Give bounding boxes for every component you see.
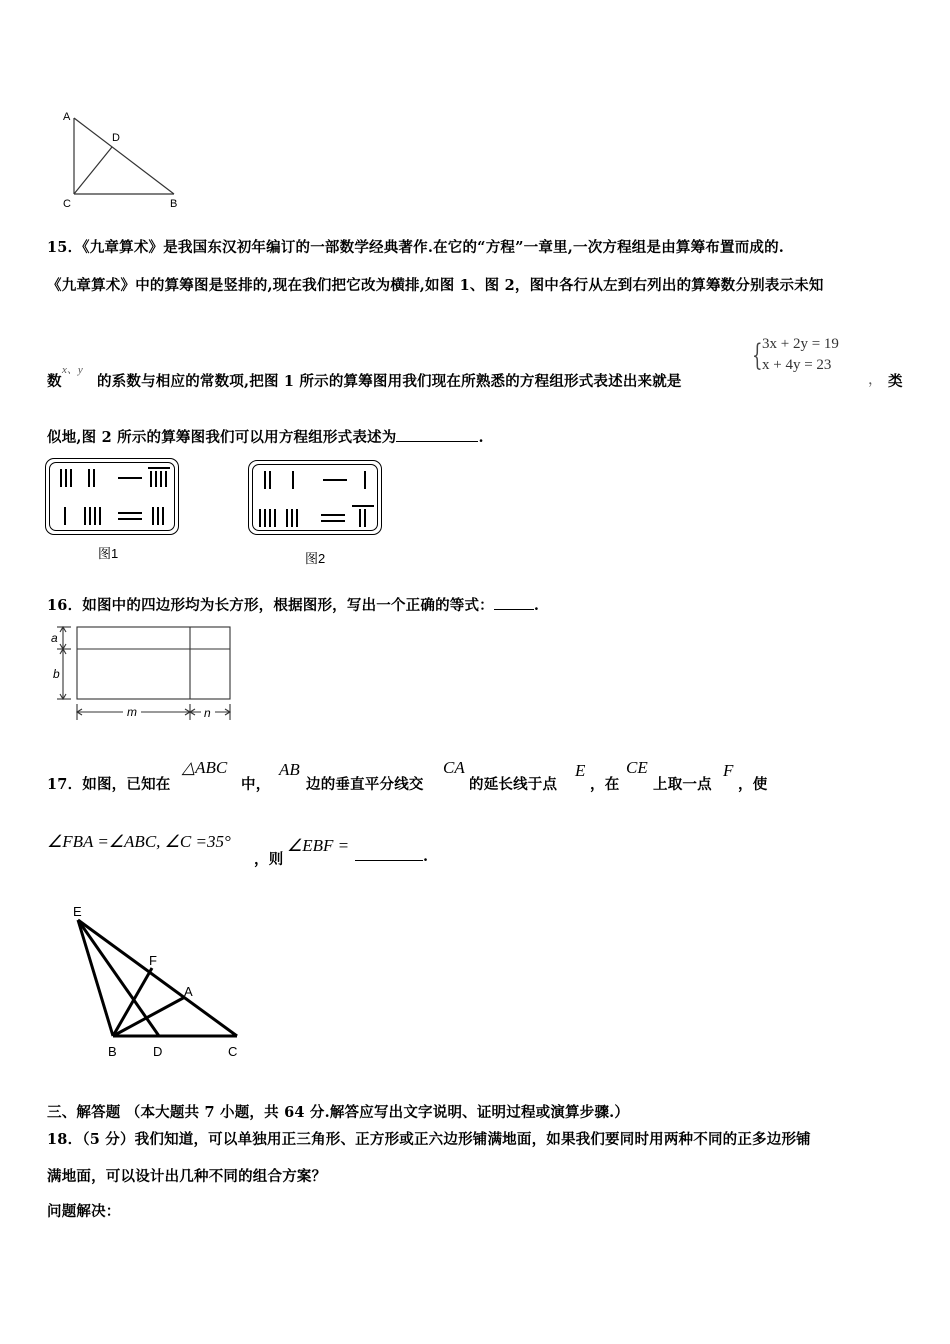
q17-ab: AB [279, 760, 300, 779]
label-b: B [170, 198, 178, 210]
label-m-dim: m [127, 705, 137, 719]
counting-rod-figure-1 [45, 458, 179, 535]
q15-answer-blank[interactable] [396, 441, 478, 442]
q17-p5: ，在 [590, 776, 620, 793]
q17-f: F [723, 761, 734, 780]
q17-condition: ∠FBA =∠ABC, ∠C =35° [47, 832, 231, 851]
q18-solve-label: 问题解决： [47, 1203, 121, 1220]
q15-comma: ， [868, 372, 883, 388]
left-brace: { [752, 338, 763, 373]
q17-ce: CE [626, 758, 648, 777]
q17-p4: 的延长线于点 [469, 776, 558, 793]
q17-p1: 17．如图，已知在 [47, 776, 171, 793]
q17-then: ，则 [254, 851, 284, 868]
q16-answer-blank[interactable] [494, 609, 534, 610]
section-3-title: 三、解答题 （本大题共 7 小题，共 64 分.解答应写出文字说明、证明过程或演算步骤.） [47, 1104, 630, 1121]
label-d: D [153, 1044, 163, 1059]
triangle-figure-14 [58, 108, 188, 213]
q15-line3-prefix: 数 [47, 373, 62, 390]
label-b-dim: b [53, 667, 60, 681]
q17-e: E [575, 761, 586, 780]
triangle-figure-17 [65, 900, 255, 1065]
q16-line [47, 594, 539, 615]
q15-line3-mid: 的系数与相应的常数项,把图 1 所示的算筹图用我们现在所熟悉的方程组形式表述出来就是 [97, 373, 682, 390]
q15-line4-text: 似地,图 2 所示的算筹图我们可以用方程组形式表述为 [47, 429, 397, 446]
q15-variables: x、y [62, 364, 83, 376]
label-e: E [73, 904, 82, 919]
q17-end: . [423, 848, 429, 865]
label-c: C [228, 1044, 238, 1059]
q15-line2: 《九章算术》中的算筹图是竖排的,现在我们把它改为横排,如图 1、图 2，图中各行从左到右列出的算筹数分别表示未知 [47, 277, 824, 294]
label-a: A [184, 984, 193, 999]
label-f: F [149, 953, 157, 968]
q18-line1: 18．（5 分）我们知道，可以单独用正三角形、正方形或正六边形铺满地面，如果我们要同时用两种不同的正多边形铺 [47, 1131, 811, 1148]
q17-answer [355, 848, 428, 865]
q17-ask: ∠EBF = [287, 836, 350, 855]
q17-triangle-abc: △ABC [182, 758, 228, 777]
q15-line3-end: 类 [888, 373, 903, 390]
figure-1-caption: 图1 [98, 546, 119, 561]
label-a-dim: a [51, 631, 58, 645]
q16-end: . [533, 597, 540, 614]
figure-2-caption: 图2 [305, 551, 326, 566]
q18-line2: 满地面，可以设计出几种不同的组合方案？ [47, 1168, 327, 1185]
counting-rod-figure-2 [248, 460, 382, 535]
q17-p6: 上取一点 [653, 776, 712, 793]
label-a: A [63, 111, 71, 123]
q17-p2: 中， [241, 776, 271, 793]
rectangle-figure-16 [45, 620, 240, 725]
q15-line4 [47, 426, 484, 447]
label-b: B [108, 1044, 117, 1059]
label-d: D [112, 132, 120, 144]
equation-1: 3x + 2y = 19 [762, 336, 839, 352]
equation-system-1 [752, 336, 872, 378]
q17-p7: ，使 [738, 776, 768, 793]
equation-2: x + 4y = 23 [762, 357, 832, 373]
q17-ca: CA [443, 758, 465, 777]
q15-line4-end: . [478, 429, 484, 446]
q15-line1: 15．《九章算术》是我国东汉初年编订的一部数学经典著作.在它的“方程”一章里,一次方程组是由算筹布置而成的. [47, 239, 785, 256]
q16-text: 16．如图中的四边形均为长方形，根据图形，写出一个正确的等式： [47, 597, 494, 614]
label-c: C [63, 198, 71, 210]
q17-p3: 边的垂直平分线交 [306, 776, 424, 793]
label-n-dim: n [204, 706, 211, 720]
q17-answer-blank[interactable] [355, 860, 423, 861]
